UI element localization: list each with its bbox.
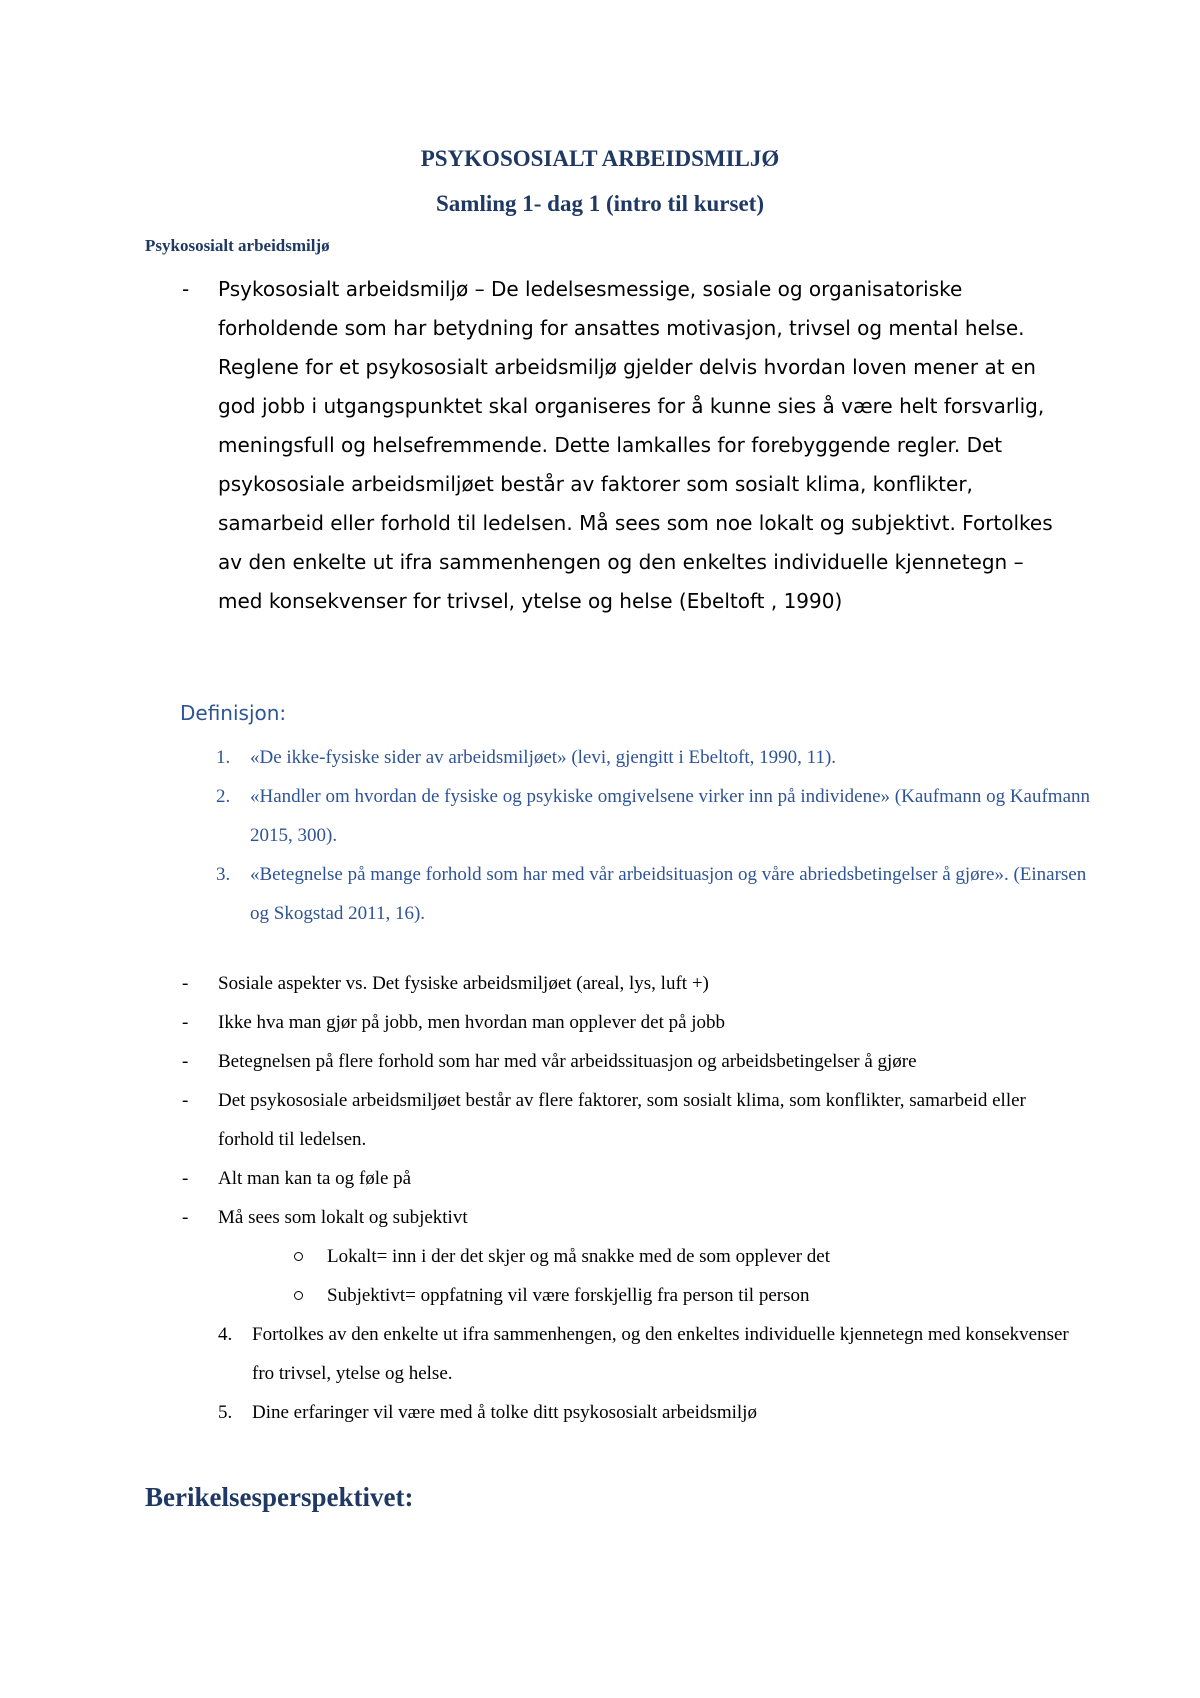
document-title: PSYKOSOSIALT ARBEIDSMILJØ — [420, 146, 780, 171]
sub-list-item — [182, 1237, 1082, 1276]
list-item — [182, 1198, 1082, 1237]
list-item-text: Det psykososiale arbeidsmiljøet består av flere faktorer, som sosialt klima, som konflikter, samarbeid eller forhold til ledelsen. — [218, 1090, 1026, 1150]
definition-number: 3. — [216, 864, 231, 885]
dash-marker: - — [182, 1012, 189, 1033]
list-item-text: Betegnelsen på flere forhold som har med vår arbeidssituasjon og arbeidsbetingelser å gjøre — [218, 1051, 917, 1072]
item-number: 5. — [218, 1402, 233, 1423]
list-item — [182, 1159, 1082, 1198]
intro-paragraph: Psykososialt arbeidsmiljø – De ledelsesmessige, sosiale og organisatoriske forholdende som har betydning for ansattes motivasjon, trivsel og mental helse. Reglene for et psykososialt arbeidsmiljø gjelder delvis hvordan loven mener at en god jobb i utgangspunktet skal organiseres for å kunne sies å være helt forsvarlig, meningsfull og helsefremmende. Dette lamkalles for forebyggende regler. Det psykososiale arbeidsmiljøet består av faktorer som sosialt klima, konflikter, samarbeid eller forhold til ledelsen. Må sees som noe lokalt og subjektivt. Fortolkes av den enkelte ut ifra sammenhengen og den enkeltes individuelle kjennetegn – med konsekvenser for trivsel, ytelse og helse (Ebeltoft , 1990) — [218, 277, 1053, 613]
dash-marker: - — [182, 277, 190, 301]
list-item-text: Ikke hva man gjør på jobb, men hvordan man opplever det på jobb — [218, 1012, 726, 1033]
definition-number: 2. — [216, 786, 231, 807]
bullet-list — [182, 964, 1082, 1432]
section-heading: Psykososialt arbeidsmiljø — [145, 236, 330, 255]
definition-text: «Betegnelse på mange forhold som har med vår arbeidsituasjon og våre abriedsbetingelser å gjøre». (Einarsen og Skogstad 2011, 16). — [250, 864, 1087, 924]
definition-text: «Handler om hvordan de fysiske og psykiske omgivelsene virker inn på individene» (Kaufmann og Kaufmann 2015, 300). — [250, 786, 1091, 846]
definition-list — [216, 738, 1096, 933]
definition-text: «De ikke-fysiske sider av arbeidsmiljøet» (levi, gjengitt i Ebeltoft, 1990, 11). — [250, 747, 837, 768]
definition-heading: Definisjon: — [180, 701, 287, 725]
dash-marker: - — [182, 1207, 189, 1228]
list-item-text: Sosiale aspekter vs. Det fysiske arbeidsmiljøet (areal, lys, luft +) — [218, 973, 709, 994]
document-subtitle: Samling 1- dag 1 (intro til kurset) — [436, 191, 764, 216]
list-item — [182, 1081, 1082, 1159]
sub-list-item-text: Lokalt= inn i der det skjer og må snakke med de som opplever det — [327, 1246, 830, 1267]
numbered-item-text: Dine erfaringer vil være med å tolke ditt psykososialt arbeidsmiljø — [252, 1402, 757, 1423]
sub-list-item-text: Subjektivt= oppfatning vil være forskjellig fra person til person — [327, 1285, 810, 1306]
numbered-item-text: Fortolkes av den enkelte ut ifra sammenhengen, og den enkeltes individuelle kjennetegn med konsekvenser fro trivsel, ytelse og helse. — [252, 1324, 1069, 1384]
dash-marker: - — [182, 1090, 189, 1111]
item-number: 4. — [218, 1324, 233, 1345]
circle-bullet-icon — [294, 1252, 303, 1261]
list-item — [182, 964, 1082, 1003]
list-item — [182, 1003, 1082, 1042]
dash-marker: - — [182, 1168, 189, 1189]
list-item-text: Må sees som lokalt og subjektivt — [218, 1207, 468, 1228]
list-item-text: Alt man kan ta og føle på — [218, 1168, 412, 1189]
sub-list-item — [182, 1276, 1082, 1315]
numbered-item — [182, 1393, 1082, 1432]
definition-item — [216, 855, 1096, 933]
definition-number: 1. — [216, 747, 231, 768]
circle-bullet-icon — [294, 1291, 303, 1300]
bottom-heading: Berikelsesperspektivet: — [145, 1482, 414, 1512]
definition-item — [216, 738, 1096, 777]
dash-marker: - — [182, 1051, 189, 1072]
list-item — [182, 1042, 1082, 1081]
numbered-item — [182, 1315, 1082, 1393]
dash-marker: - — [182, 973, 189, 994]
definition-item — [216, 777, 1096, 855]
